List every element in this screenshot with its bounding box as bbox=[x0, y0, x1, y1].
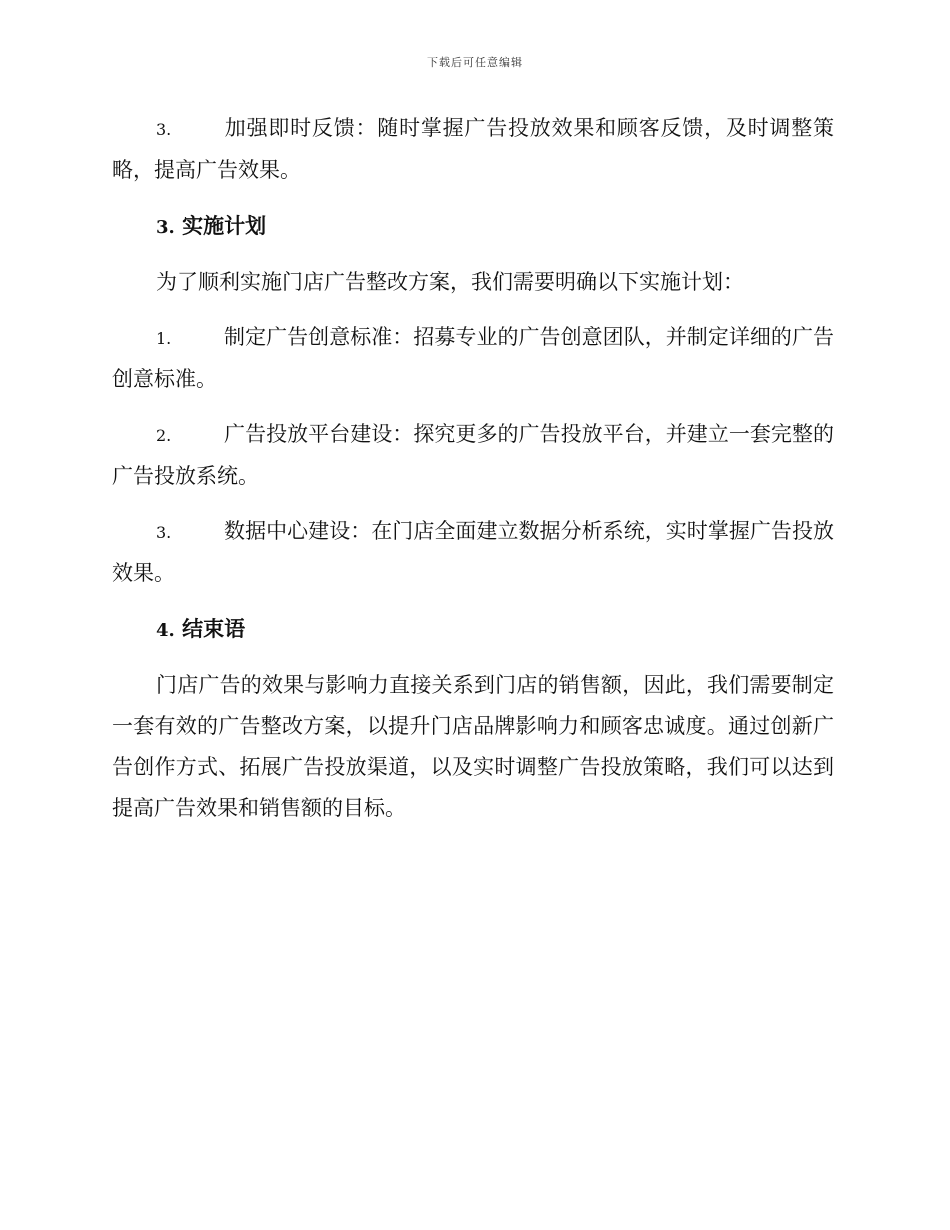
section-number: 4. bbox=[156, 620, 175, 641]
list-number: 3. bbox=[156, 523, 172, 542]
list-text: 制定广告创意标准：招募专业的广告创意团队，并制定详细的广告创意标准。 bbox=[112, 325, 834, 391]
list-item-plan-3 bbox=[112, 511, 834, 594]
list-number: 2. bbox=[156, 426, 172, 445]
document-body bbox=[112, 108, 834, 843]
section-number: 3. bbox=[156, 217, 175, 238]
list-text: 加强即时反馈：随时掌握广告投放效果和顾客反馈，及时调整策略，提高广告效果。 bbox=[112, 116, 834, 182]
list-text: 数据中心建设：在门店全面建立数据分析系统，实时掌握广告投放效果。 bbox=[112, 519, 834, 585]
section-heading-conclusion bbox=[112, 608, 834, 651]
section-intro-paragraph: 为了顺利实施门店广告整改方案，我们需要明确以下实施计划： bbox=[156, 270, 744, 294]
section-title: 结束语 bbox=[182, 616, 246, 641]
list-item-feedback bbox=[112, 108, 834, 191]
list-number: 1. bbox=[156, 329, 172, 348]
section-title: 实施计划 bbox=[182, 213, 267, 238]
list-item-plan-1 bbox=[112, 317, 834, 400]
section-heading-implementation bbox=[112, 205, 834, 248]
list-text: 广告投放平台建设：探究更多的广告投放平台，并建立一套完整的广告投放系统。 bbox=[112, 422, 834, 488]
conclusion-paragraph: 门店广告的效果与影响力直接关系到门店的销售额，因此，我们需要制定一套有效的广告整改方案，以提升门店品牌影响力和顾客忠诚度。通过创新广告创作方式、拓展广告投放渠道，以及实时调整广告投放策略，我们可以达到提高广告效果和销售额的目标。 bbox=[112, 673, 834, 820]
list-number: 3. bbox=[156, 120, 172, 139]
header-note: 下载后可任意编辑 bbox=[427, 56, 523, 69]
list-item-plan-2 bbox=[112, 414, 834, 497]
